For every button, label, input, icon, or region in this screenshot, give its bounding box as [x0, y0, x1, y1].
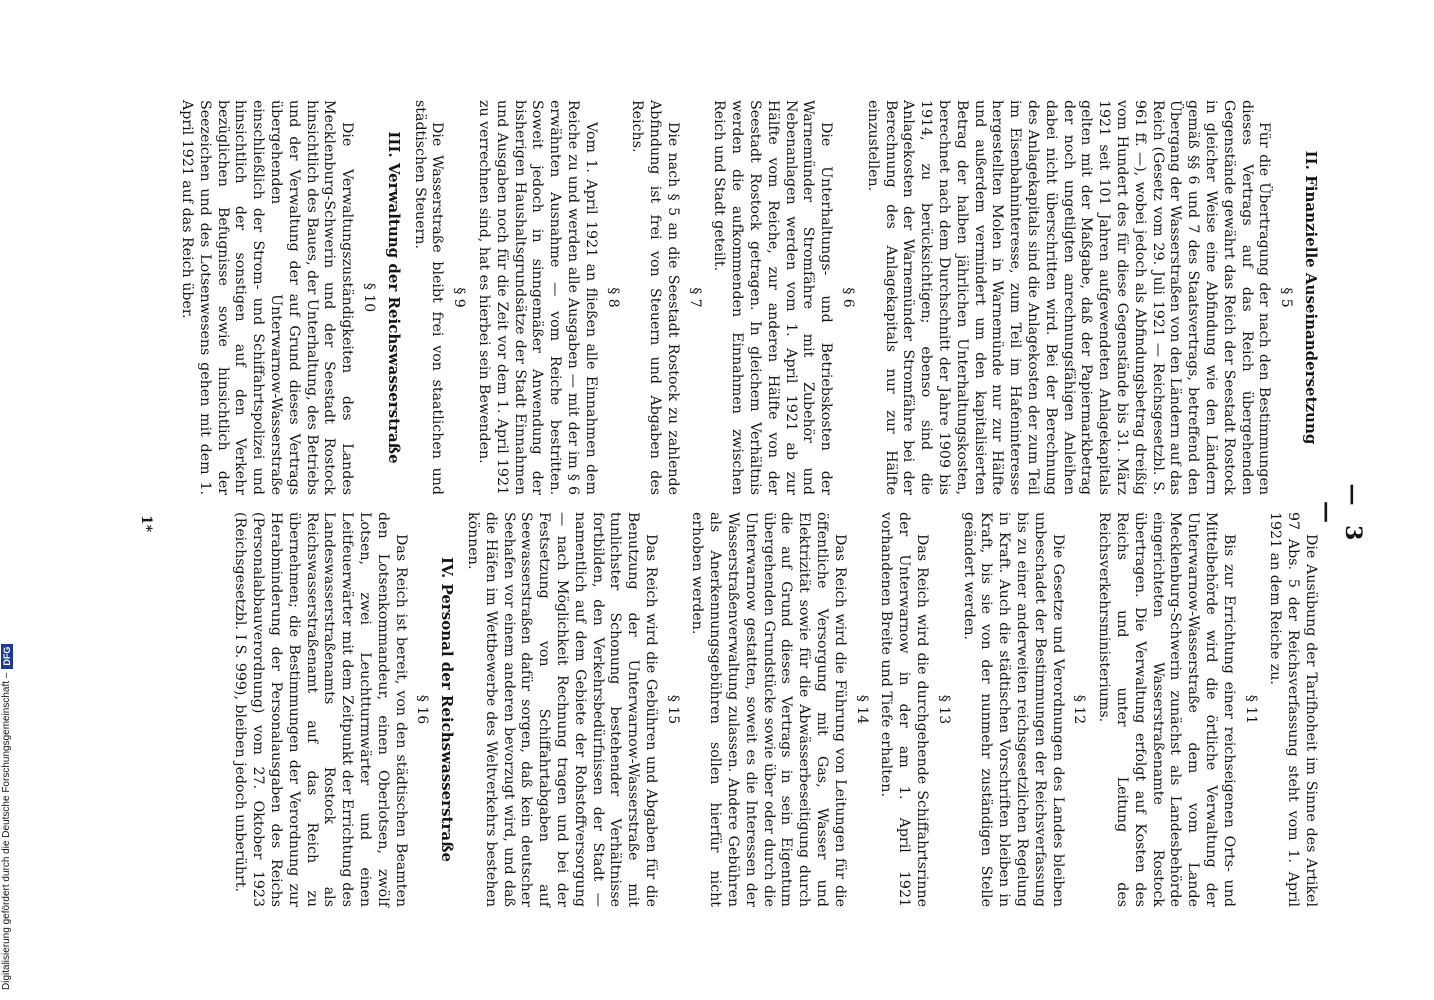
digitization-credit-strip — [0, 0, 14, 1000]
section-8-title: § 8 — [604, 287, 621, 308]
section-11-title: § 11 — [1242, 694, 1259, 725]
section-12-title: § 12 — [1071, 694, 1088, 725]
right-column — [231, 512, 1319, 907]
heading-personnel: IV. Personal der Reichswasserstraße — [438, 556, 457, 863]
section-5-text: Für die Übertragung der nach den Bestimmungen dieses Vertrags auf das Reich übergehenden Gegenstände gewährt das Reich der Seestadt Rostock in gleicher Weise eine Abfindung wie den Ländern gemäß §§ 6 und 7 des Staatsvertrags, betreffend den Übergang der Wasserstraßen von den Ländern auf das Reich (Gesetz vom 29. Juli 1921 — Reichsgesetzbl. S. 961 ff. —), wobei jedoch als Abfindungsbetrag dreißig vom Hundert des für diese Gegenstände bis 31. März 1921 seit 101 Jahren aufgewendeten Anlagekapitals gelten mit der Maßgabe, daß der Papiermarkbetrag der noch ungetilgten anrechnungsfähigen Anleihen dabei nicht überschritten wird. Bei der Berechnung des Anlagekapitals sind die Anlagekosten der zum Teil im Eisenbahninteresse, zum Teil im Hafeninteresse hergestellten Molen in Warnemünde nur zur Hälfte und außerdem vermindert um den kapitalisierten Betrag der halben jährlichen Unterhaltungskosten, berechnet nach dem Durchschnitt der Jahre 1909 bis 1914, zu berücksichtigen; ebenso sind die Anlagekosten der Warnemünder Stromfähre bei der Berechnung des Anlagekapitals nur zur Hälfte einzustellen. — [864, 100, 1273, 495]
intro-text: Die Ausübung der Tarifhoheit im Sinne des Artikel 97 Abs. 5 der Reichsverfassung steht vom 1. April 1921 an dem Reiche zu. — [1267, 512, 1319, 907]
section-9-title: § 9 — [451, 287, 468, 308]
section-6-title: § 6 — [840, 287, 857, 308]
section-14-title: § 14 — [853, 694, 870, 725]
section-5-title: § 5 — [1278, 287, 1295, 308]
section-7-title: § 7 — [686, 287, 703, 308]
section-11-text: Bis zur Errichtung einer reichseigenen Orts- und Mittelbehörde wird die örtliche Verwaltung der Unterwarnow-Wasserstraße dem vom Lande Mecklenburg-Schwerin zunächst als Landesbehörde eingerichteten Wasserstraßenamte Rostock übertragen. Die Verwaltung erfolgt auf Kosten des Reichs und unter Leitung des Reichsverkehrsministeriums. — [1096, 512, 1237, 907]
section-10-text: Die Verwaltungszuständigkeiten des Landes Mecklenburg-Schwerin und der Seestadt Rostock hinsichtlich des Baues, der Unterhaltung, des Betriebs und der Verwaltung der auf Grund dieses Vertrags übergehenden Unterwarnow-Wasserstraße einschließlich der Strom- und Schiffahrtspolizei und hinsichtlich der sonstigen auf den Verkehr bezüglichen Befugnisse sowie hinsichtlich der Seezeichen und des Lotsenwesens gehen mit dem 1. April 1921 auf das Reich über. — [178, 100, 356, 495]
heading-financial-settlement: II. Finanzielle Auseinandersetzung — [1302, 150, 1320, 445]
dfg-logo-icon: DFG — [1, 644, 13, 669]
section-13-title: § 13 — [935, 694, 952, 725]
section-16-text: Das Reich ist bereit, von den städtischen Beamten den Lotsenkommandeur, einen Oberlotsen, zwölf Lotsen, zwei Leuchtturmwärter und einen Leitfeuerwärter mit dem Zeitpunkt der Errichtung des Landeswasserstraßenamts Rostock als Reichswasserstraßenamt auf das Reich zu übernehmen; die Bestimmungen der Verordnung zur Herabminderung der Personalausgaben des Reichs (Personalabbauverordnung) vom 27. Oktober 1923 (Reichsgesetzbl. I S. 999), bleiben jedoch unberührt. — [232, 512, 409, 907]
section-16-title: § 16 — [414, 694, 431, 725]
section-10-title: § 10 — [360, 282, 377, 313]
section-12-text: Die Gesetze und Verordnungen des Landes bleiben unbeschadet der Bestimmungen der Reichsverfassung bis zu einer anderweiten reichsgesetzlichen Regelung in Kraft. Auch die städtischen Vorschriften bleiben in Kraft, bis sie von der nunmehr zuständigen Stelle geändert werden. — [960, 512, 1066, 907]
section-7-text: Die nach § 5 an die Seestadt Rostock zu zahlende Abfindung ist frei von Steuern und Abgaben des Reichs. — [629, 100, 681, 495]
digitization-credit-text: Digitalisierung gefördert durch die Deutsche Forschungsgemeinschaft – — [1, 672, 12, 990]
section-15-text: Das Reich wird die Gebühren und Abgaben für die Benutzung der Unterwarnow-Wasserstraße mit tunlichster Schonung bestehender Verhältnisse fortbilden, den Verkehrsbedürfnissen der Stadt — namentlich auf dem Gebiete der Rohstoffversorgung — nach Möglichkeit Rechnung tragen und bei der Festsetzung von Schiffahrtabgaben auf Seewasserstraßen dafür sorgen, daß kein deutscher Seehafen vor einem anderen bevorzugt wird, und daß die Häfen im Wettbewerbe des Weltverkehrs bestehen können. — [464, 512, 659, 907]
section-13-text: Das Reich wird die durchgehende Schiffahrtsrinne der Unterwarnow in der am 1. April 1921 vorhandenen Breite und Tiefe erhalten. — [878, 512, 931, 907]
page-number: — 3 — — [1314, 483, 1366, 547]
section-8-text: Vom 1. April 1921 an fließen alle Einnahmen dem Reiche zu und werden alle Ausgaben — mit der im § 6 erwähnten Ausnahme — vom Reiche bestritten. Soweit jedoch in sinngemäßer Anwendung der bisherigen Haushaltsgrundsätze der Stadt Einnahmen und Ausgaben noch für die Zeit vor dem 1. April 1921 zu verrechnen sind, hat es hierbei sein Bewenden. — [475, 100, 599, 495]
section-6-text: Die Unterhaltungs- und Betriebskosten der Warnemünder Stromfähre mit Zubehör und Nebenanlagen werden vom 1. April 1921 ab zur Hälfte vom Reiche, zur anderen Hälfte von der Seestadt Rostock getragen. In gleichem Verhältnis werden die aufkommenden Einnahmen zwischen Reich und Stadt geteilt. — [711, 100, 835, 495]
section-15-title: § 15 — [664, 694, 681, 725]
left-column — [177, 100, 1319, 495]
section-9-text: Die Wasserstraße bleibt frei von staatlichen und städtischen Steuern. — [411, 100, 446, 495]
section-14-text: Das Reich wird die Führung von Leitungen für die öffentliche Versorgung mit Gas, Wasser und Elektrizität sowie für die Abwässerbeseitigung durch die auf Grund dieses Vertrags in sein Eigentum übergehenden Grundstücke sowie über oder durch die Unterwarnow gestatten, soweit es die Interessen der Wasserstraßenverwaltung zulassen. Andere Gebühren als Anerkennungsgebühren sollen hierfür nicht erhoben werden. — [689, 512, 848, 907]
heading-administration: III. Verwaltung der Reichswasserstraße — [384, 131, 403, 464]
signature-mark: 1* — [138, 515, 154, 533]
